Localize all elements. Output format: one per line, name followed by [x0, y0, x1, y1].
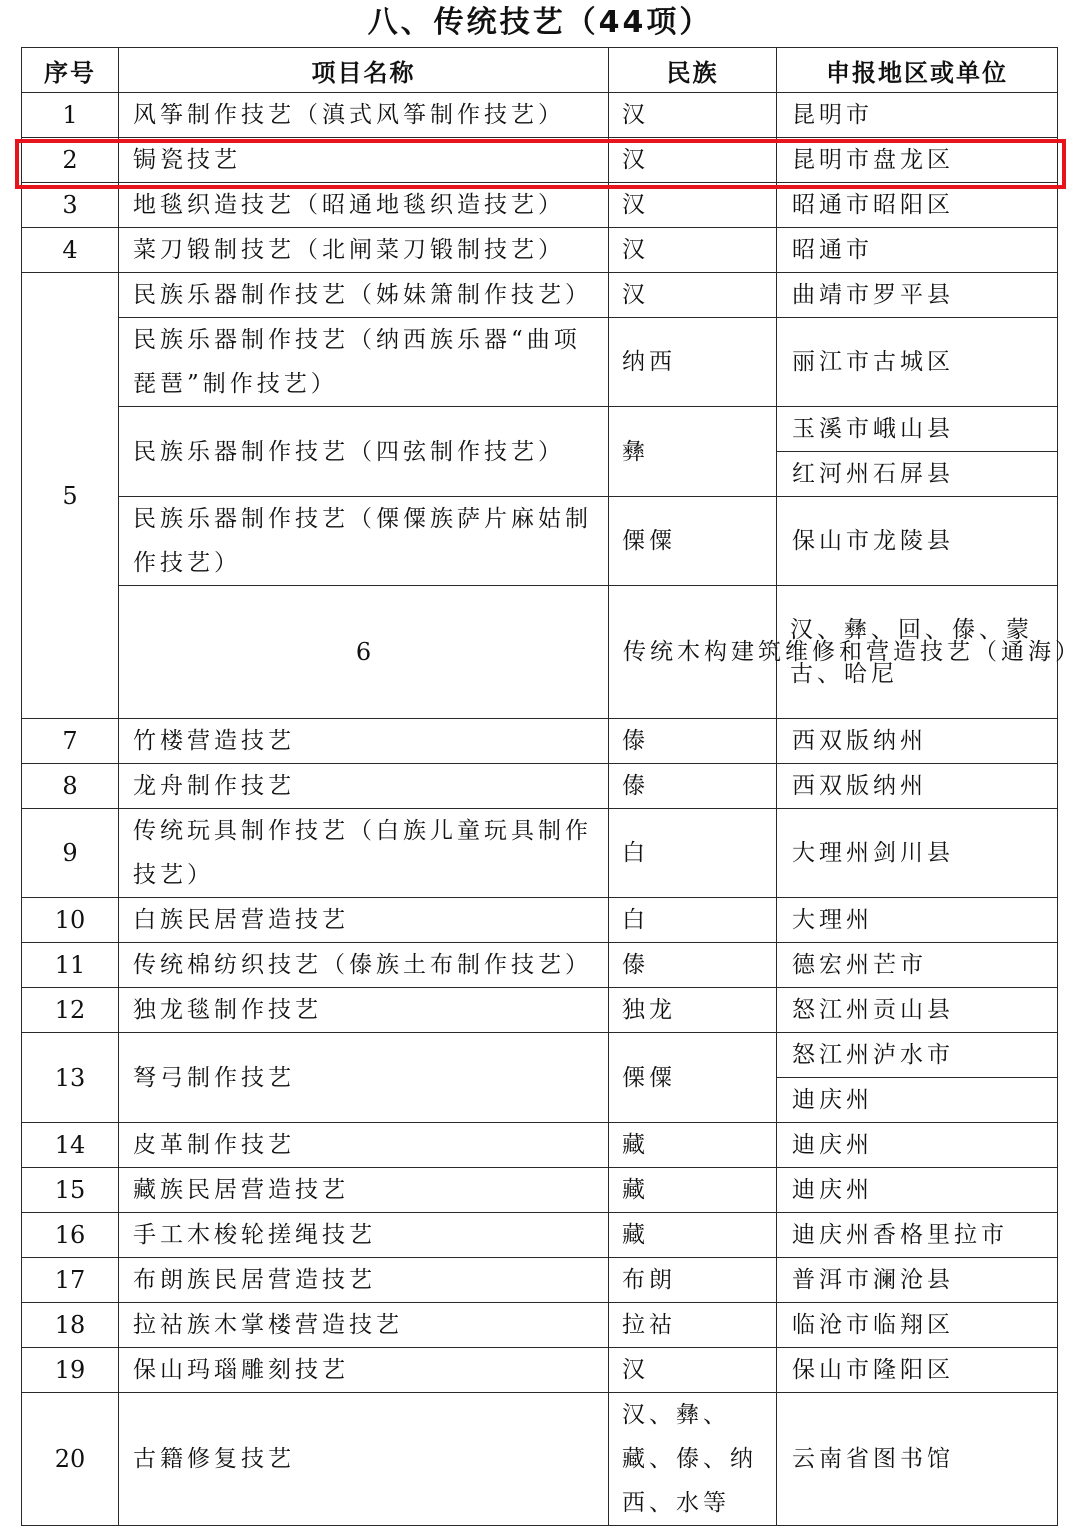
- row-no: 4: [22, 228, 119, 273]
- row-region: 保山市隆阳区: [777, 1348, 1058, 1393]
- row-name: 地毯织造技艺（昭通地毯织造技艺）: [119, 183, 609, 228]
- row-no: 14: [22, 1123, 119, 1168]
- row-name: 竹楼营造技艺: [119, 719, 609, 764]
- row-no: 9: [22, 809, 119, 898]
- row-name: 拉祜族木掌楼营造技艺: [119, 1303, 609, 1348]
- row-region: 怒江州泸水市: [777, 1033, 1058, 1078]
- row-ethnicity: 汉: [609, 183, 777, 228]
- row-name: 传统棉纺织技艺（傣族土布制作技艺）: [119, 943, 609, 988]
- row-ethnicity: 傣: [609, 719, 777, 764]
- row-region: 怒江州贡山县: [777, 988, 1058, 1033]
- row-no: 5: [22, 273, 119, 719]
- header-region: 申报地区或单位: [777, 48, 1058, 93]
- row-name: 民族乐器制作技艺（傈僳族萨片麻姑制作技艺）: [119, 497, 609, 586]
- row-no: 17: [22, 1258, 119, 1303]
- table-row: [22, 497, 1058, 586]
- table-row-highlighted: [22, 138, 1058, 183]
- table-row: [22, 719, 1058, 764]
- row-no: 19: [22, 1348, 119, 1393]
- row-ethnicity: 彝: [609, 407, 777, 497]
- row-region: 保山市龙陵县: [777, 497, 1058, 586]
- row-name: 皮革制作技艺: [119, 1123, 609, 1168]
- row-ethnicity: 傈僳: [609, 497, 777, 586]
- row-region: 云南省图书馆: [777, 1393, 1058, 1526]
- row-name: 风筝制作技艺（滇式风筝制作技艺）: [119, 93, 609, 138]
- row-ethnicity: 傣: [609, 943, 777, 988]
- header-ethnicity: 民族: [609, 48, 777, 93]
- row-ethnicity: 汉、彝、回、傣、蒙古、哈尼: [777, 586, 1058, 719]
- row-region: 迪庆州: [777, 1078, 1058, 1123]
- table-row: [22, 318, 1058, 407]
- row-ethnicity: 白: [609, 809, 777, 898]
- row-no: 8: [22, 764, 119, 809]
- table-row: [22, 943, 1058, 988]
- row-region: 大理州: [777, 898, 1058, 943]
- table-row: [22, 764, 1058, 809]
- table-row: [22, 1258, 1058, 1303]
- row-ethnicity: 纳西: [609, 318, 777, 407]
- table-row: [22, 586, 1058, 719]
- row-name: 民族乐器制作技艺（四弦制作技艺）: [119, 407, 609, 497]
- row-region: 德宏州芒市: [777, 943, 1058, 988]
- row-region: 普洱市澜沧县: [777, 1258, 1058, 1303]
- row-ethnicity: 藏: [609, 1213, 777, 1258]
- row-ethnicity: 汉: [609, 93, 777, 138]
- table-row: [22, 988, 1058, 1033]
- table-row: [22, 1168, 1058, 1213]
- row-region: 昭通市昭阳区: [777, 183, 1058, 228]
- table-row: [22, 407, 1058, 452]
- row-region: 迪庆州香格里拉市: [777, 1213, 1058, 1258]
- table-row: [22, 183, 1058, 228]
- row-no: 7: [22, 719, 119, 764]
- row-no: 12: [22, 988, 119, 1033]
- row-region: 红河州石屏县: [777, 452, 1058, 497]
- row-no: 6: [119, 586, 609, 719]
- row-region: 西双版纳州: [777, 764, 1058, 809]
- row-region: 临沧市临翔区: [777, 1303, 1058, 1348]
- row-name: 龙舟制作技艺: [119, 764, 609, 809]
- row-region: 迪庆州: [777, 1168, 1058, 1213]
- row-region: 西双版纳州: [777, 719, 1058, 764]
- row-name: 传统玩具制作技艺（白族儿童玩具制作技艺）: [119, 809, 609, 898]
- row-ethnicity: 汉: [609, 138, 777, 183]
- row-ethnicity: 藏: [609, 1123, 777, 1168]
- row-no: 11: [22, 943, 119, 988]
- header-no: 序号: [22, 48, 119, 93]
- row-name: 古籍修复技艺: [119, 1393, 609, 1526]
- row-name: 白族民居营造技艺: [119, 898, 609, 943]
- row-region: 曲靖市罗平县: [777, 273, 1058, 318]
- table-row: [22, 898, 1058, 943]
- row-no: 2: [22, 138, 119, 183]
- row-name: 传统木构建筑维修和营造技艺（通海）: [609, 586, 777, 719]
- row-no: 18: [22, 1303, 119, 1348]
- row-name: 手工木梭轮搓绳技艺: [119, 1213, 609, 1258]
- row-region: 迪庆州: [777, 1123, 1058, 1168]
- row-no: 10: [22, 898, 119, 943]
- row-no: 1: [22, 93, 119, 138]
- row-ethnicity: 汉: [609, 228, 777, 273]
- page-title: 八、传统技艺（44项）: [367, 5, 713, 40]
- table-row: [22, 93, 1058, 138]
- row-name: 保山玛瑙雕刻技艺: [119, 1348, 609, 1393]
- row-ethnicity: 汉、彝、藏、傣、纳西、水等: [609, 1393, 777, 1526]
- table-header-row: [22, 48, 1058, 93]
- row-no: 20: [22, 1393, 119, 1526]
- row-no: 13: [22, 1033, 119, 1123]
- table-row: [22, 1303, 1058, 1348]
- table-row: [22, 1033, 1058, 1078]
- row-name: 菜刀锻制技艺（北闸菜刀锻制技艺）: [119, 228, 609, 273]
- table-row: [22, 1123, 1058, 1168]
- heritage-table: [21, 47, 1082, 1526]
- row-name: 弩弓制作技艺: [119, 1033, 609, 1123]
- table-row: [22, 809, 1058, 898]
- row-no: 16: [22, 1213, 119, 1258]
- row-ethnicity: 白: [609, 898, 777, 943]
- row-ethnicity: 傈僳: [609, 1033, 777, 1123]
- row-ethnicity: 藏: [609, 1168, 777, 1213]
- row-ethnicity: 独龙: [609, 988, 777, 1033]
- row-region: 昆明市: [777, 93, 1058, 138]
- table-row: [22, 1393, 1058, 1526]
- table-row: [22, 228, 1058, 273]
- row-name: 藏族民居营造技艺: [119, 1168, 609, 1213]
- row-ethnicity: 傣: [609, 764, 777, 809]
- row-name: 锔瓷技艺: [119, 138, 609, 183]
- row-name: 独龙毯制作技艺: [119, 988, 609, 1033]
- row-region: 昭通市: [777, 228, 1058, 273]
- row-region: 丽江市古城区: [777, 318, 1058, 407]
- row-region: 昆明市盘龙区: [777, 138, 1058, 183]
- row-ethnicity: 汉: [609, 1348, 777, 1393]
- row-region: 大理州剑川县: [777, 809, 1058, 898]
- row-region: 玉溪市峨山县: [777, 407, 1058, 452]
- row-name: 民族乐器制作技艺（姊妹箫制作技艺）: [119, 273, 609, 318]
- table-row: [22, 1213, 1058, 1258]
- row-ethnicity: 汉: [609, 273, 777, 318]
- row-name: 民族乐器制作技艺（纳西族乐器“曲项琵琶”制作技艺）: [119, 318, 609, 407]
- table-row: [22, 273, 1058, 318]
- row-ethnicity: 拉祜: [609, 1303, 777, 1348]
- row-no: 3: [22, 183, 119, 228]
- row-ethnicity: 布朗: [609, 1258, 777, 1303]
- row-no: 15: [22, 1168, 119, 1213]
- table-row: [22, 1348, 1058, 1393]
- row-name: 布朗族民居营造技艺: [119, 1258, 609, 1303]
- header-name: 项目名称: [119, 48, 609, 93]
